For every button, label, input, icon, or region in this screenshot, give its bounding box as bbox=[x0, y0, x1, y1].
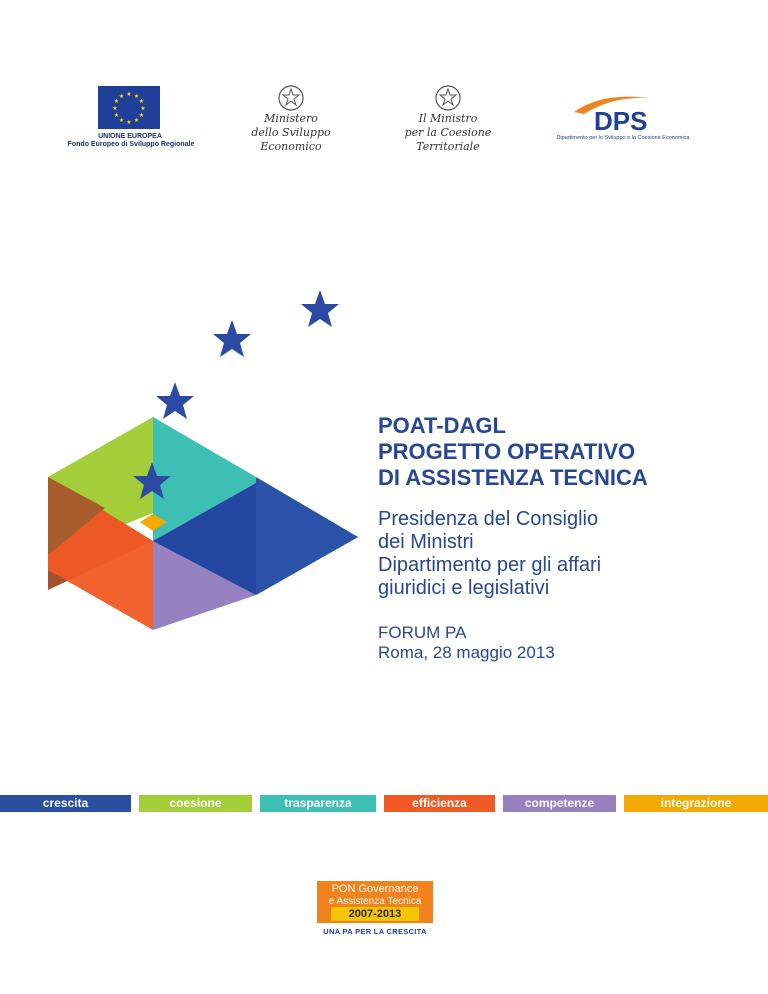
svg-text:★: ★ bbox=[140, 105, 146, 112]
themes-bar bbox=[0, 795, 768, 812]
pon-subtitle: e Assistenza Tecnica bbox=[328, 896, 422, 907]
svg-text:★: ★ bbox=[112, 105, 118, 112]
project-title: POAT-DAGL PROGETTO OPERATIVO DI ASSISTENZA TECNICA bbox=[378, 413, 648, 490]
theme-competenze: competenze bbox=[503, 795, 616, 812]
svg-text:★: ★ bbox=[118, 117, 125, 124]
theme-crescita: crescita bbox=[0, 795, 131, 812]
pon-years: 2007-2013 bbox=[331, 907, 419, 921]
ministry-sviluppo-label: Ministero dello Sviluppo Economico bbox=[251, 112, 331, 153]
svg-text:★: ★ bbox=[133, 93, 140, 100]
eu-title: UNIONE EUROPEA bbox=[98, 133, 162, 140]
svg-text:★: ★ bbox=[118, 93, 125, 100]
dps-logo bbox=[572, 92, 652, 134]
theme-coesione: coesione bbox=[139, 795, 252, 812]
event-name: FORUM PA bbox=[378, 623, 467, 642]
theme-efficienza: efficienza bbox=[384, 795, 495, 812]
svg-text:DPS: DPS bbox=[594, 106, 648, 134]
ministry-coesione-label: Il Ministro per la Coesione Territoriale bbox=[404, 112, 492, 153]
svg-text:★: ★ bbox=[113, 112, 120, 119]
pon-tagline: UNA PA PER LA CRESCITA bbox=[323, 927, 427, 936]
organization-subtitle: Presidenza del Consiglio dei Ministri Dipartimento per gli affari giuridici e legislativi bbox=[378, 508, 602, 599]
dps-subtitle: Dipartimento per lo Sviluppo e la Coesione Economica bbox=[556, 135, 690, 141]
svg-text:★: ★ bbox=[138, 112, 145, 119]
svg-text:★: ★ bbox=[113, 98, 120, 105]
star bbox=[156, 382, 194, 419]
italian-emblem-icon bbox=[277, 84, 305, 112]
svg-text:★: ★ bbox=[126, 119, 132, 126]
event-date: Roma, 28 maggio 2013 bbox=[378, 643, 555, 662]
theme-trasparenza: trasparenza bbox=[260, 795, 376, 812]
cube-star-graphic bbox=[40, 280, 370, 640]
theme-integrazione: integrazione bbox=[624, 795, 768, 812]
stars-arc bbox=[156, 290, 370, 419]
pon-title: PON Governance bbox=[331, 883, 419, 895]
star bbox=[301, 290, 339, 327]
eu-subtitle: Fondo Europeo di Sviluppo Regionale bbox=[67, 141, 195, 148]
eu-flag-logo bbox=[98, 86, 160, 129]
event-info bbox=[378, 623, 748, 663]
star bbox=[213, 320, 251, 357]
svg-text:★: ★ bbox=[138, 98, 145, 105]
italian-emblem-icon bbox=[434, 84, 462, 112]
svg-text:★: ★ bbox=[133, 117, 140, 124]
svg-text:★: ★ bbox=[126, 91, 132, 98]
